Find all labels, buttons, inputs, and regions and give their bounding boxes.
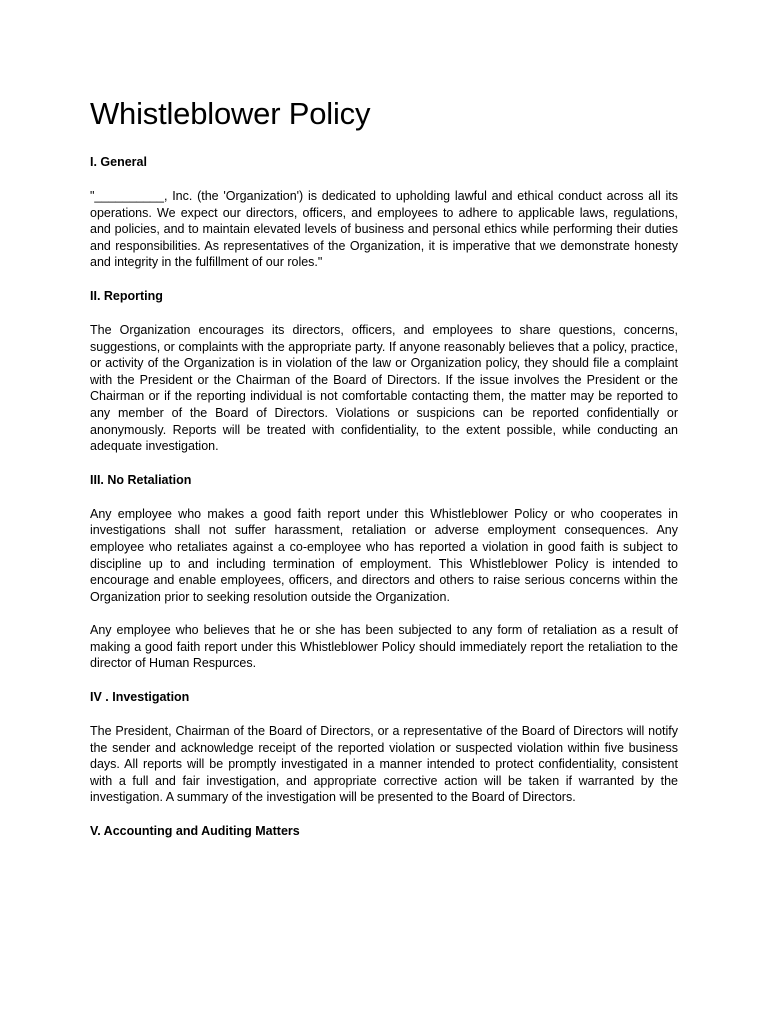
section-no-retaliation [90, 472, 678, 672]
section-heading: IV . Investigation [90, 690, 190, 705]
document-page [90, 92, 678, 857]
paragraph: The Organization encourages its directors, officers, and employees to share questions, concerns, suggestions, or complaints with the appropriate party. If anyone reasonably believes that a policy, practice, or activity of the Organization is in violation of the law or Organization policy, they should file a complaint with the President or the Chairman of the Board of Directors. If the issue involves the President or the Chairman or if the reporting individual is not comfortable contacting them, the matter may be reported to any member of the Board of Directors. Violations or suspicions can be reported confidentially or anonymously. Reports will be treated with confidentiality, to the extent possible, while conducting an adequate investigation. [90, 322, 678, 454]
section-heading: V. Accounting and Auditing Matters [90, 824, 300, 839]
paragraph: Any employee who believes that he or she has been subjected to any form of retaliation as a result of making a good faith report under this Whistleblower Policy should immediately report the retaliation to the director of Human Respurces. [90, 623, 678, 671]
paragraph: The President, Chairman of the Board of Directors, or a representative of the Board of Directors will notify the sender and acknowledge receipt of the reported violation or suspected violation within five business days. All reports will be promptly investigated in a manner intended to protect confidentiality, consistent with a full and fair investigation, and appropriate corrective action will be taken if warranted by the investigation. A summary of the investigation will be presented to the Board of Directors. [90, 724, 678, 805]
section-accounting-auditing [90, 823, 678, 839]
section-reporting [90, 288, 678, 455]
paragraph: Any employee who makes a good faith report under this Whistleblower Policy or who cooperates in investigations shall not suffer harassment, retaliation or adverse employment consequences. Any employee who retaliates against a co-employee who has reported a violation in good faith is subject to discipline up to and including termination of employment. This Whistleblower Policy is intended to encourage and enable employees, officers, and directors and others to raise serious concerns within the Organization prior to seeking resolution outside the Organization. [90, 506, 678, 604]
section-heading: III. No Retaliation [90, 472, 192, 487]
paragraph: "__________, Inc. (the 'Organization') is dedicated to upholding lawful and ethical conduct across all its operations. We expect our directors, officers, and employees to adhere to applicable laws, regulations, and policies, and to maintain elevated levels of business and personal ethics while performing their duties and responsibilities. As representatives of the Organization, it is imperative that we demonstrate honesty and integrity in the fulfillment of our roles." [90, 189, 678, 270]
section-heading: I. General [90, 155, 147, 169]
section-investigation [90, 689, 678, 806]
section-general [90, 154, 678, 271]
document-title: Whistleblower Policy [90, 96, 371, 131]
section-heading: II. Reporting [90, 288, 163, 303]
